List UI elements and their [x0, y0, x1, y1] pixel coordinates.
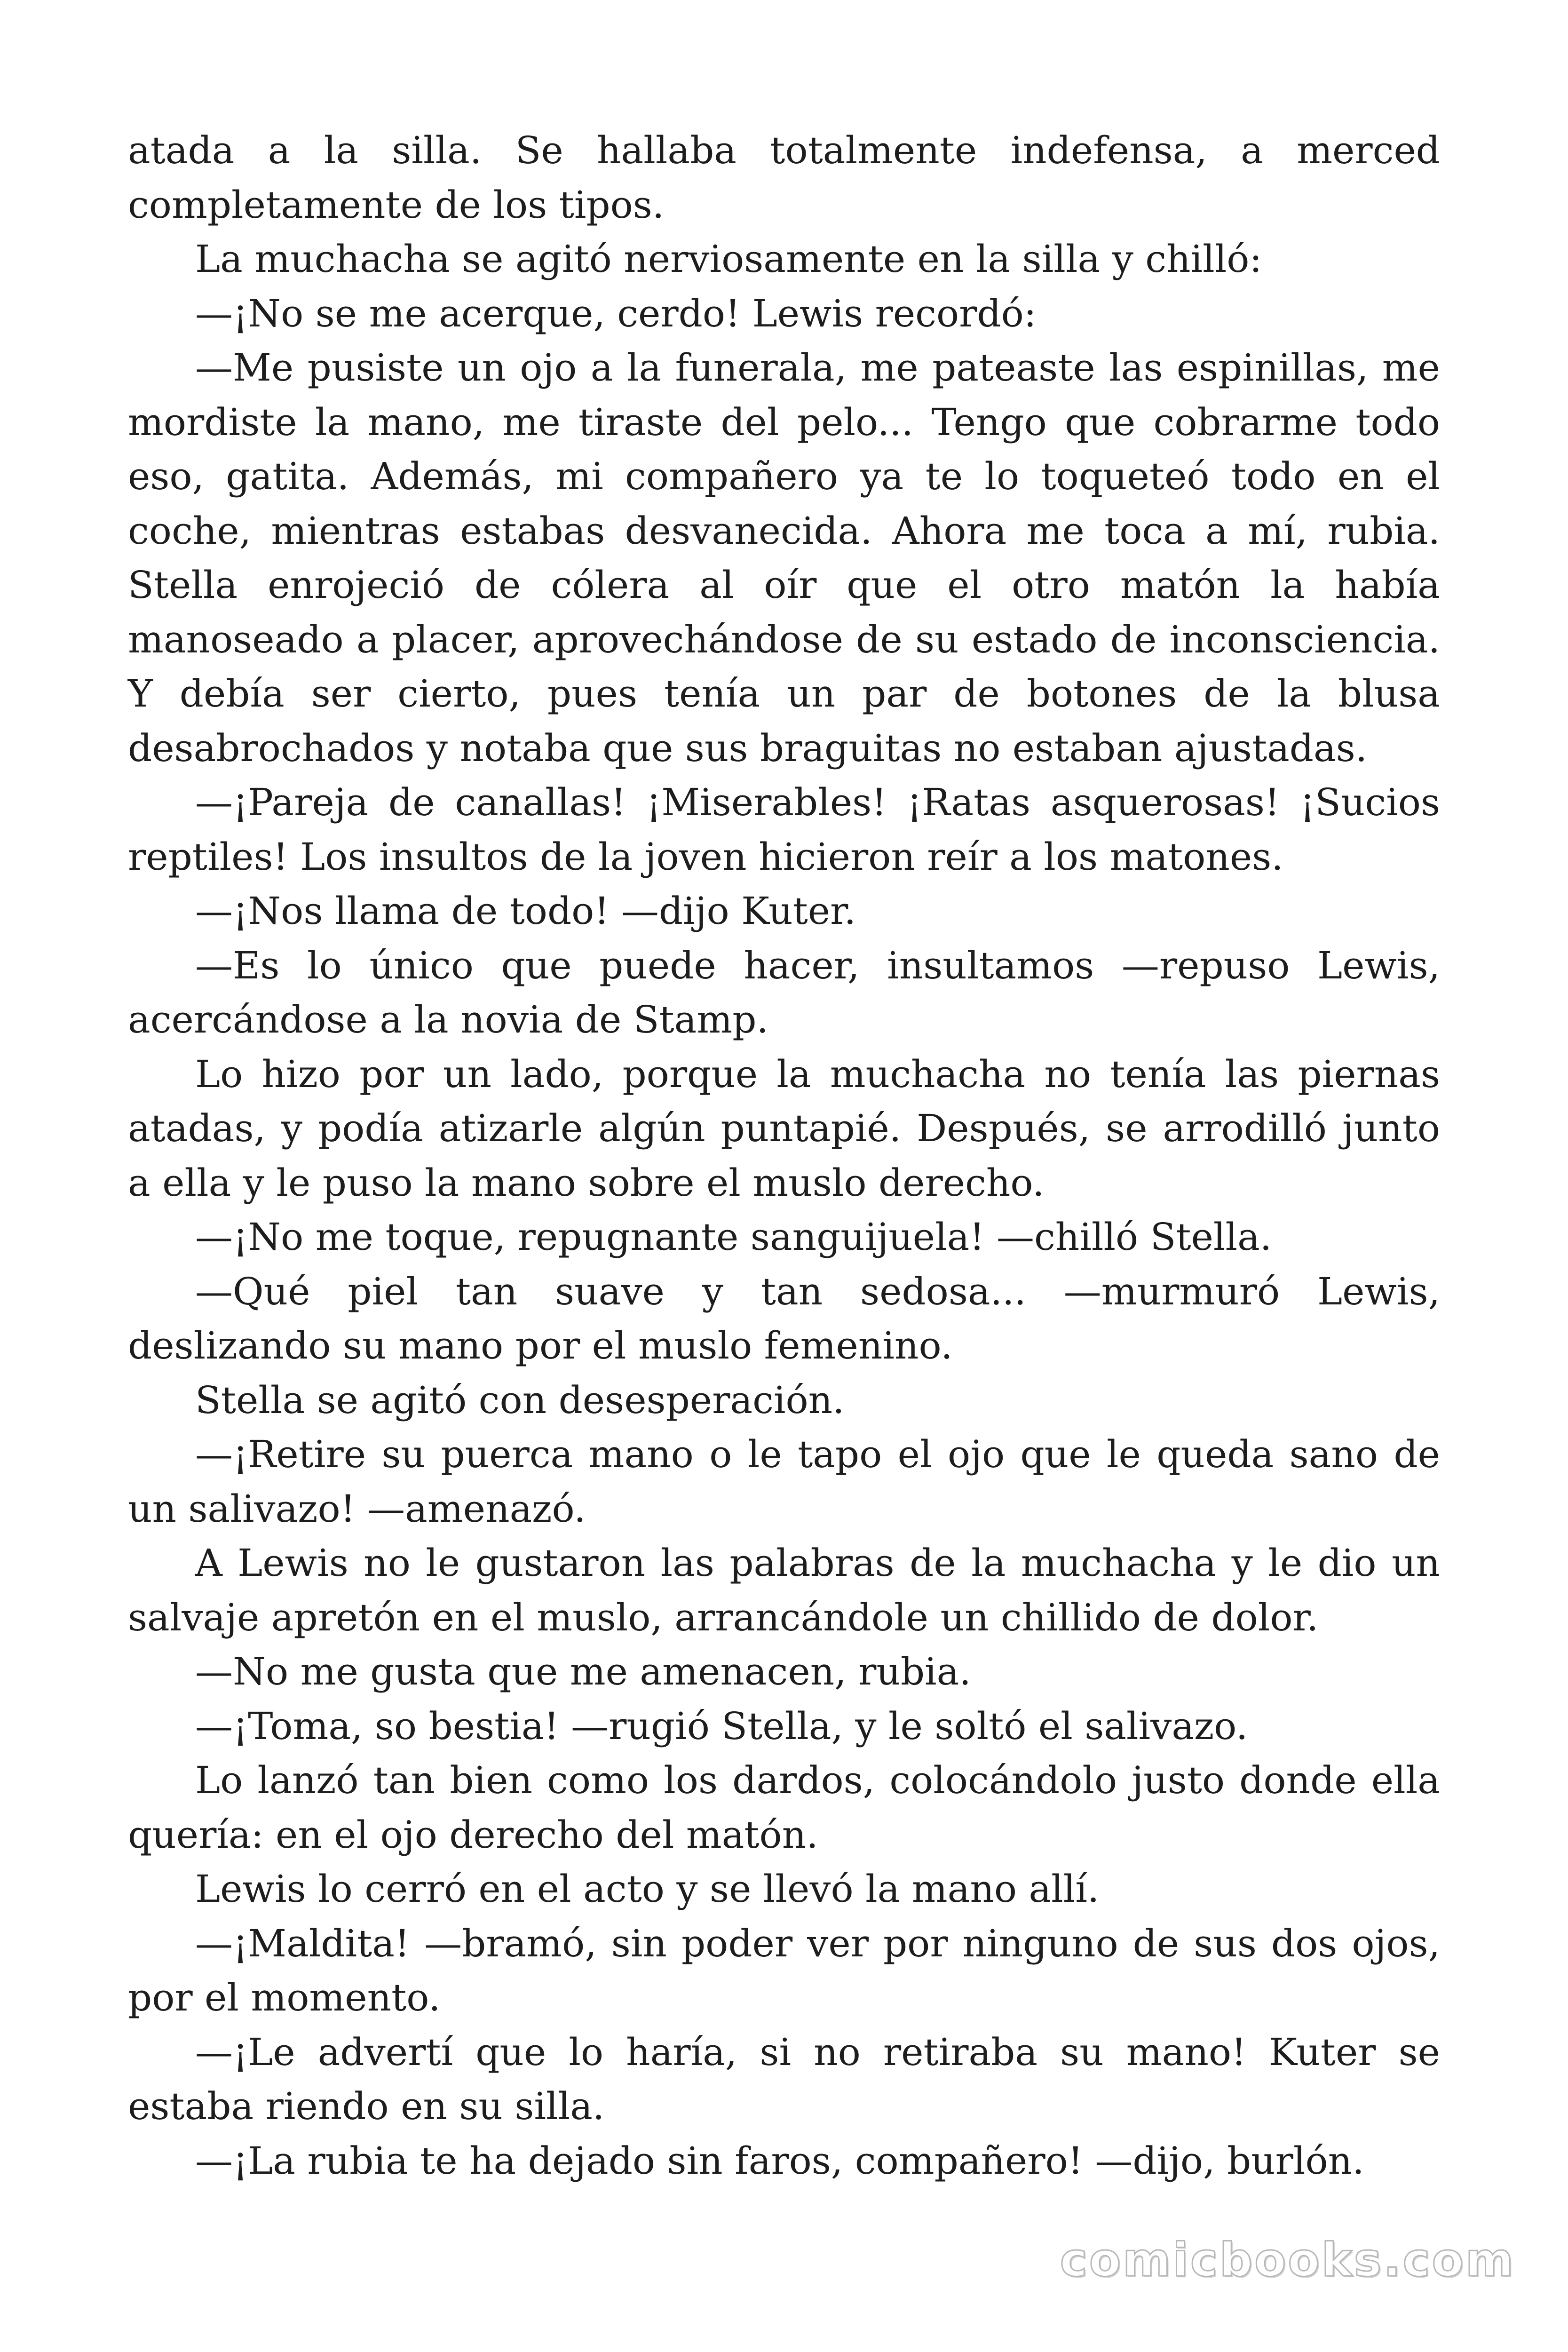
watermark-logo: comicbooks.com	[1060, 2233, 1515, 2287]
paragraph-15: —¡Toma, so bestia! —rugió Stella, y le soltó el salivazo.	[195, 1704, 1248, 1748]
paragraph-11: Stella se agitó con desesperación.	[195, 1378, 845, 1422]
paragraph-4: —Me pusiste un ojo a la funerala, me pateaste las espinillas, me mordiste la mano, me tiraste del pelo... Tengo que cobrarme todo eso, gatita. Además, mi compañero ya te lo toqueteó todo en el coche, mientras estabas desvanecida. Ahora me toca a mí, rubia. Stella enrojeció de cólera al oír que el otro matón la había manoseado a placer, aprovechándose de su estado de inconsciencia. Y debía ser cierto, pues tenía un par de botones de la blusa desabrochados y notaba que sus braguitas no estaban ajustadas.	[128, 346, 1440, 770]
paragraph-20: —¡La rubia te ha dejado sin faros, compañero! —dijo, burlón.	[195, 2138, 1364, 2183]
paragraph-1: atada a la silla. Se hallaba totalmente indefensa, a merced completamente de los tipos.	[128, 128, 1440, 227]
paragraph-19: —¡Le advertí que lo haría, si no retiraba su mano! Kuter se estaba riendo en su silla.	[128, 2030, 1440, 2128]
paragraph-10: —Qué piel tan suave y tan sedosa... —murmuró Lewis, deslizando su mano por el muslo femenino.	[128, 1269, 1440, 1367]
paragraph-3: —¡No se me acerque, cerdo! Lewis recordó:	[195, 291, 1037, 335]
paragraph-2: La muchacha se agitó nerviosamente en la silla y chilló:	[195, 237, 1262, 281]
paragraph-9: —¡No me toque, repugnante sanguijuela! —chilló Stella.	[195, 1215, 1272, 1259]
paragraph-7: —Es lo único que puede hacer, insultamos —repuso Lewis, acercándose a la novia de Stamp.	[128, 943, 1440, 1041]
paragraph-14: —No me gusta que me amenacen, rubia.	[195, 1650, 971, 1693]
book-page-body	[128, 123, 1440, 2188]
paragraph-12: —¡Retire su puerca mano o le tapo el ojo que le queda sano de un salivazo! —amenazó.	[128, 1432, 1440, 1531]
paragraph-5: —¡Pareja de canallas! ¡Miserables! ¡Ratas asquerosas! ¡Sucios reptiles! Los insultos de la joven hicieron reír a los matones.	[128, 780, 1440, 879]
paragraph-8: Lo hizo por un lado, porque la muchacha no tenía las piernas atadas, y podía atizarle algún puntapié. Después, se arrodilló junto a ella y le puso la mano sobre el muslo derecho.	[128, 1052, 1440, 1205]
paragraph-16: Lo lanzó tan bien como los dardos, colocándolo justo donde ella quería: en el ojo derecho del matón.	[128, 1758, 1440, 1857]
paragraph-17: Lewis lo cerró en el acto y se llevó la mano allí.	[195, 1867, 1100, 1911]
paragraph-6: —¡Nos llama de todo! —dijo Kuter.	[195, 889, 856, 933]
paragraph-13: A Lewis no le gustaron las palabras de la muchacha y le dio un salvaje apretón en el muslo, arrancándole un chillido de dolor.	[128, 1541, 1440, 1639]
paragraph-18: —¡Maldita! —bramó, sin poder ver por ninguno de sus dos ojos, por el momento.	[128, 1921, 1440, 2019]
